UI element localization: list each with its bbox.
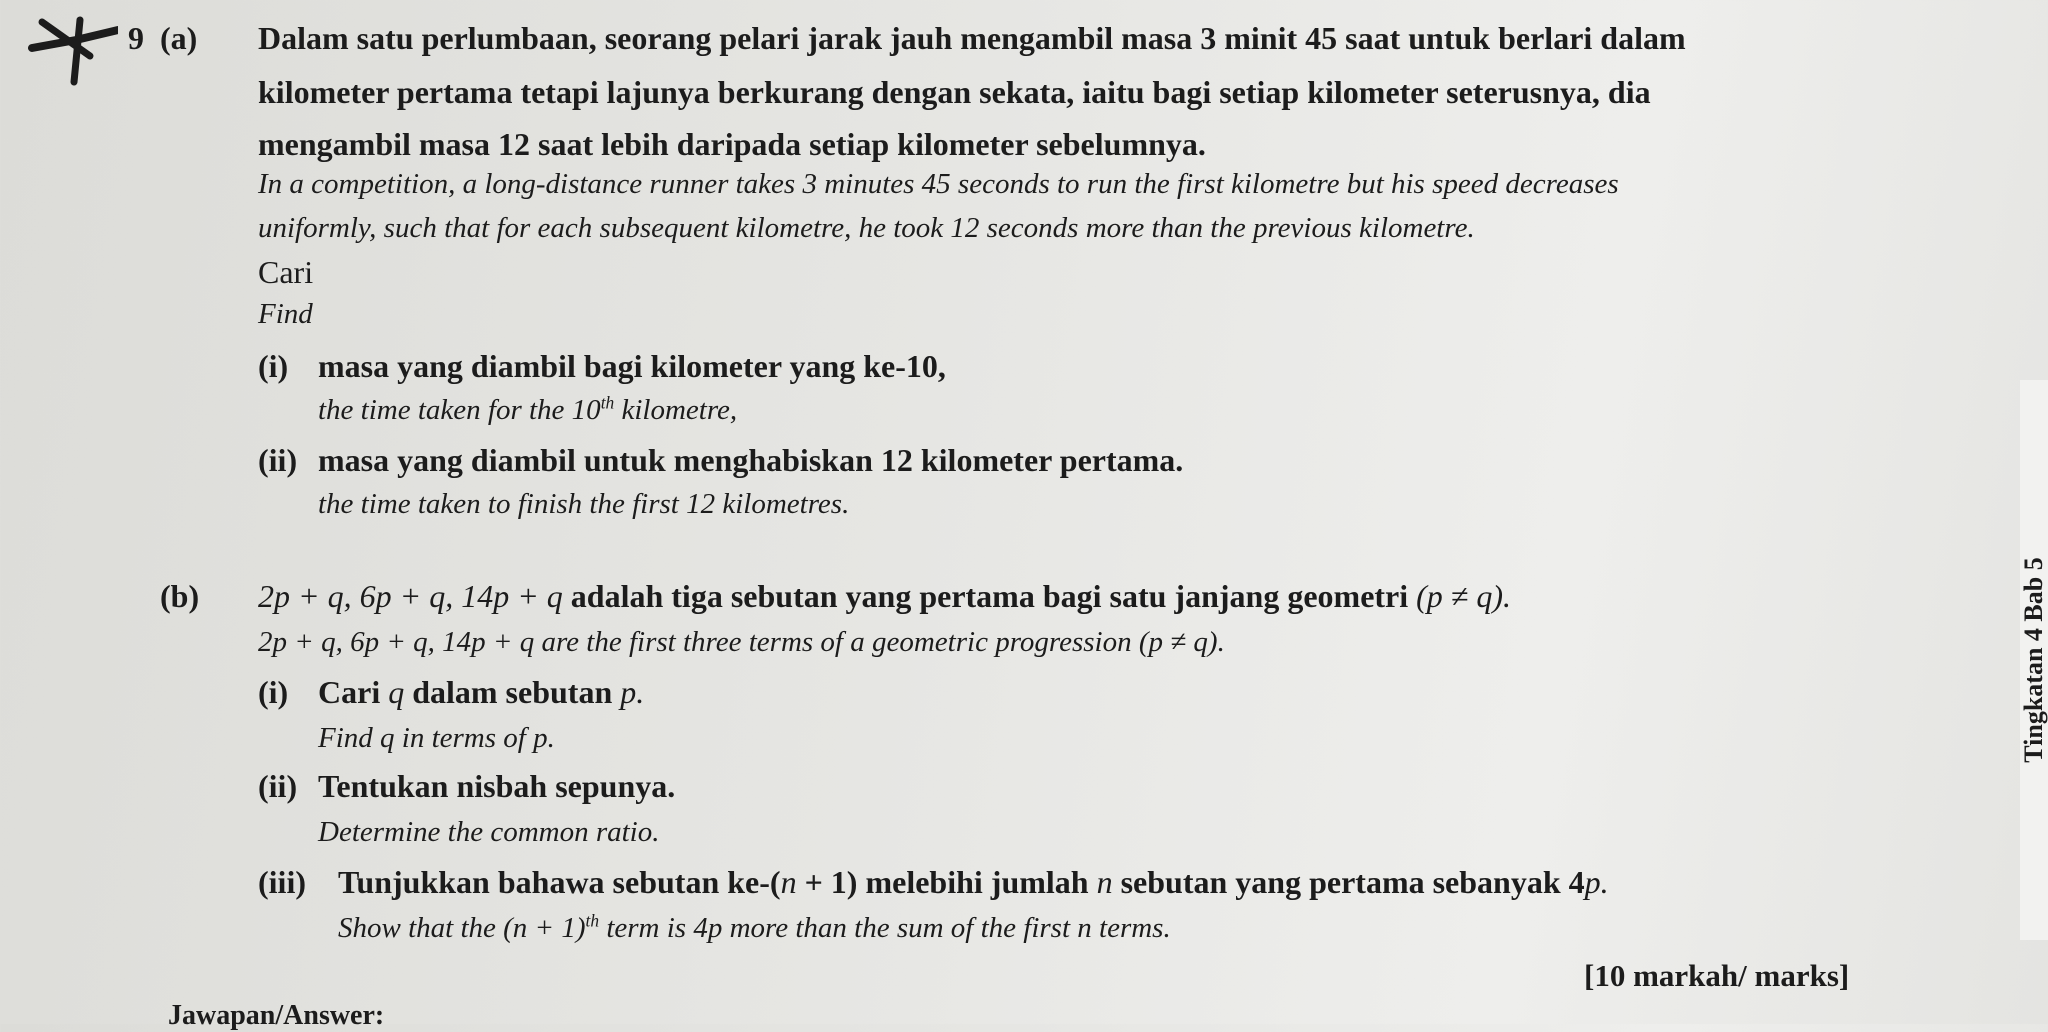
part-b-ii-ms: Tentukan nisbah sepunya.	[318, 768, 676, 804]
part-b-iii-ms: Tunjukkan bahawa sebutan ke-(n + 1) melebihi jumlah n sebutan yang pertama sebanyak 4p.	[338, 864, 1609, 900]
marks-label: [10 markah/ marks]	[1584, 958, 1850, 993]
part-a-ii-label: (ii)	[258, 442, 298, 478]
part-b-terms: 2p + q, 6p + q, 14p + q	[258, 578, 563, 614]
part-b-label: (b)	[160, 578, 200, 614]
chapter-side-label: Tingkatan 4 Bab 5	[2019, 557, 2048, 763]
find-ms: Cari	[258, 254, 314, 290]
part-b-i-ms: Cari q dalam sebutan p.	[318, 674, 645, 710]
part-b-i-en: Find q in terms of p.	[318, 722, 555, 754]
part-a-label: (a)	[160, 20, 198, 56]
star-mark-icon	[28, 10, 118, 100]
part-b-ms: 2p + q, 6p + q, 14p + q adalah tiga sebutan yang pertama bagi satu janjang geometri (p ≠ q).	[258, 578, 1512, 614]
part-a-ms-line1: Dalam satu perlumbaan, seorang pelari jarak jauh mengambil masa 3 minit 45 saat untuk berlari dalam	[258, 20, 1686, 56]
part-a-en-line1: In a competition, a long-distance runner takes 3 minutes 45 seconds to run the first kilometre but his speed decreases	[258, 168, 1619, 200]
part-b-iii-en: Show that the $(n + 1)^{th}$ term is 4p more than the sum of the first n terms.	[338, 910, 1171, 944]
answer-label: Jawapan/Answer:	[168, 1000, 385, 1031]
part-a-en-line2: uniformly, such that for each subsequent kilometre, he took 12 seconds more than the previous kilometre.	[258, 212, 1475, 244]
part-b-condition: (p ≠ q).	[1416, 578, 1512, 614]
part-a-ms-line3: mengambil masa 12 saat lebih daripada setiap kilometer sebelumnya.	[258, 126, 1206, 162]
part-a-i-label: (i)	[258, 348, 289, 384]
part-b-i-label: (i)	[258, 674, 289, 710]
part-b-en: 2p + q, 6p + q, 14p + q are the first three terms of a geometric progression (p ≠ q).	[258, 626, 1225, 658]
question-number: 9	[128, 20, 144, 56]
part-a-i-ms: masa yang diambil bagi kilometer yang ke-10,	[318, 348, 946, 384]
part-a-i-en: the time taken for the 10th kilometre,	[318, 392, 738, 426]
part-b-ii-label: (ii)	[258, 768, 298, 804]
part-a-ii-en: the time taken to finish the first 12 kilometres.	[318, 488, 850, 520]
part-a-ms-line2: kilometer pertama tetapi lajunya berkurang dengan sekata, iaitu bagi setiap kilometer seterusnya, dia	[258, 74, 1651, 110]
part-a-ii-ms: masa yang diambil untuk menghabiskan 12 kilometer pertama.	[318, 442, 1184, 478]
find-en: Find	[258, 298, 313, 330]
part-b-ii-en: Determine the common ratio.	[318, 816, 660, 848]
part-b-iii-label: (iii)	[258, 864, 306, 900]
